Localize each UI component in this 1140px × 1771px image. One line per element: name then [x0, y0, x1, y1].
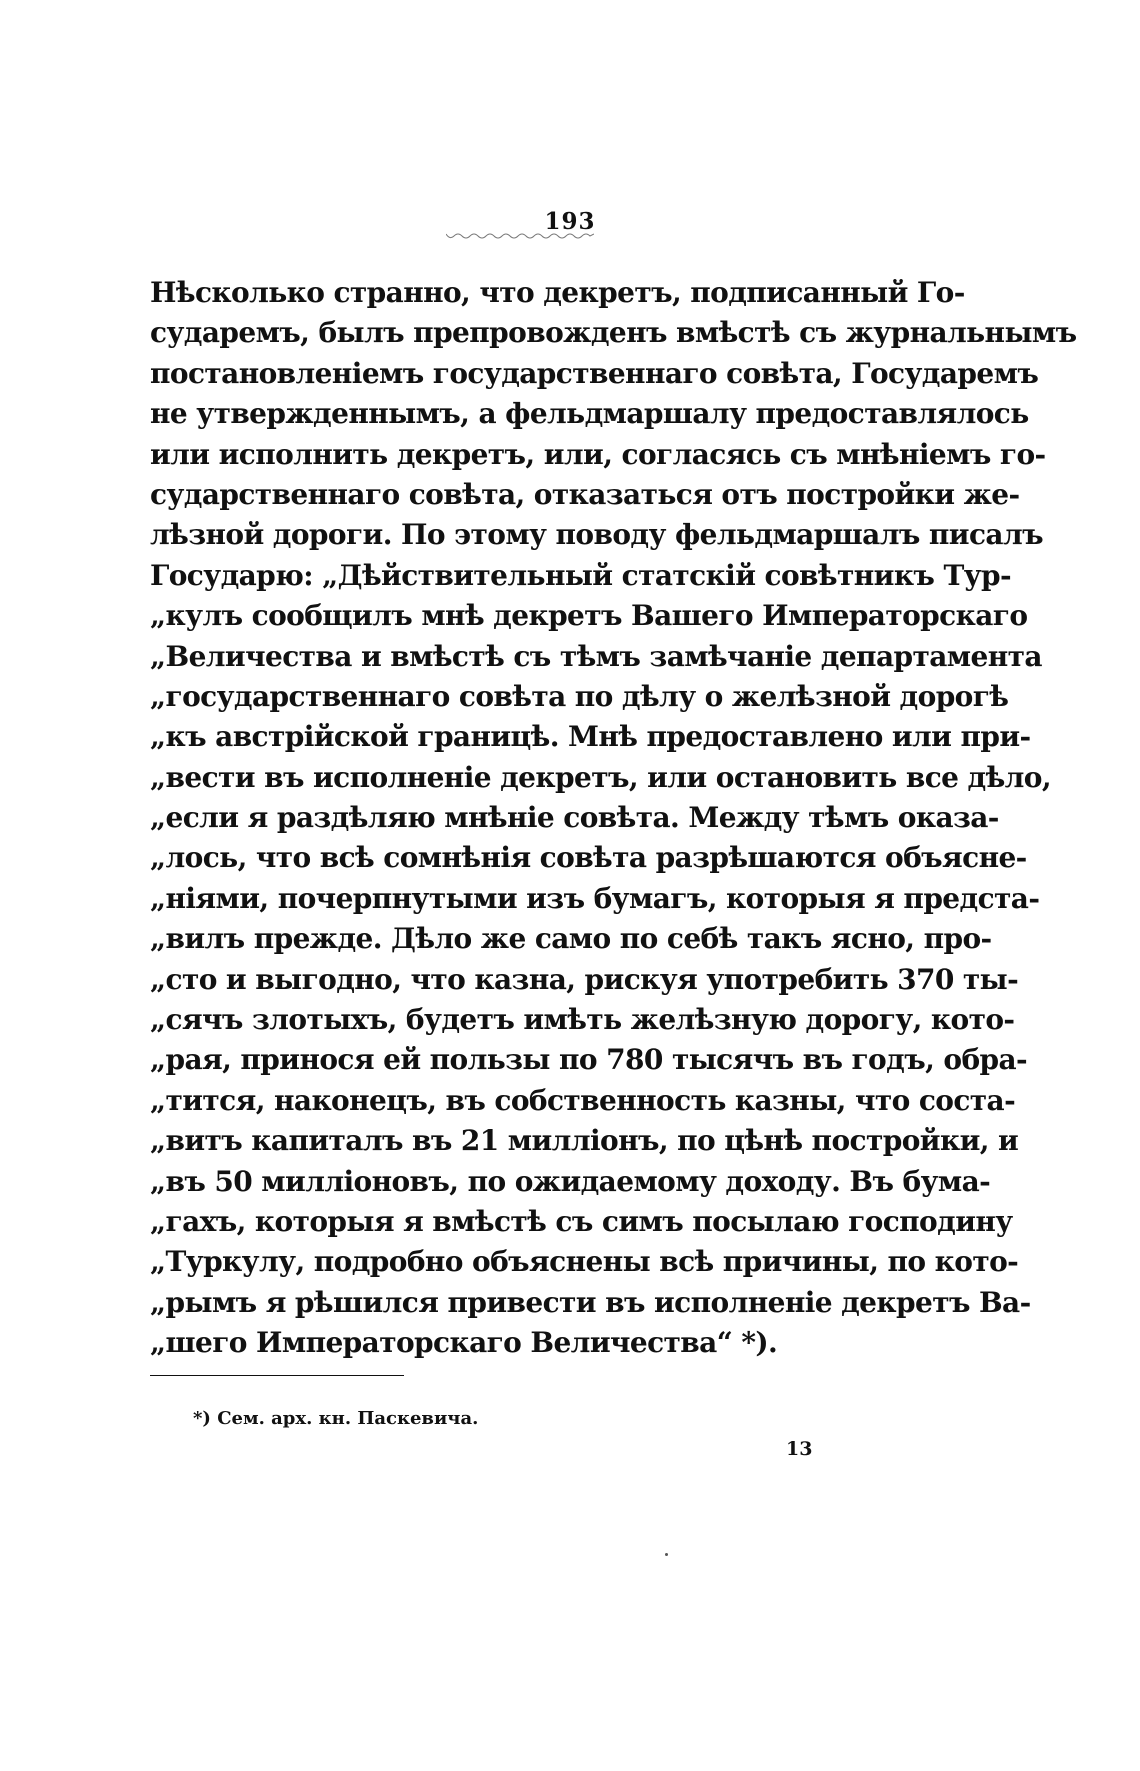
- text-line: „рымъ я рѣшился привести въ исполненіе декретъ Ва-: [150, 1285, 1031, 1319]
- text-line: „тится, наконецъ, въ собственность казны, что соста-: [150, 1083, 1016, 1117]
- text-line: сударственнаго совѣта, отказаться отъ постройки же-: [150, 477, 1020, 511]
- text-line: „лось, что всѣ сомнѣнія совѣта разрѣшаются объясне-: [150, 841, 1027, 875]
- text-line: или исполнить декретъ, или, согласясь съ мнѣніемъ го-: [150, 437, 1046, 471]
- text-line: „рая, принося ей пользы по 780 тысячъ въ годъ, обра-: [150, 1043, 1028, 1077]
- main-text: [150, 273, 1077, 1364]
- footnote: *) Сем. арх. кн. Паскевича.: [193, 1408, 479, 1429]
- text-line: не утвержденнымъ, а фельдмаршалу предоставлялось: [150, 397, 1029, 431]
- signature-mark: 13: [786, 1438, 813, 1460]
- text-line: Государю: „Дѣйствительный статскій совѣтникъ Тур-: [150, 558, 1012, 592]
- text-line: „Величества и вмѣстѣ съ тѣмъ замѣчаніе департамента: [150, 639, 1042, 673]
- text-line-last: „шего Императорскаго Величества“ *).: [150, 1326, 778, 1360]
- text-line: „сячъ злотыхъ, будетъ имѣть желѣзную дорогу, кото-: [150, 1003, 1015, 1037]
- text-line: „гахъ, которыя я вмѣстѣ съ симъ посылаю господину: [150, 1204, 1013, 1238]
- text-line: „вилъ прежде. Дѣло же само по себѣ такъ ясно, про-: [150, 922, 992, 956]
- paper-speck: [665, 1553, 668, 1556]
- text-line: „если я раздѣляю мнѣніе совѣта. Между тѣмъ оказа-: [150, 801, 999, 835]
- text-line: „государственнаго совѣта по дѣлу о желѣзной дорогѣ: [150, 679, 1009, 713]
- text-line: Нѣсколько странно, что декретъ, подписанный Го-: [150, 276, 965, 309]
- text-line: „ніями, почерпнутыми изъ бумагъ, которыя я предста-: [150, 881, 1040, 915]
- text-line: постановленіемъ государственнаго совѣта, Государемъ: [150, 356, 1039, 390]
- text-line: „кулъ сообщилъ мнѣ декретъ Вашего Императорскаго: [150, 599, 1028, 633]
- text-line: „витъ капиталъ въ 21 милліонъ, по цѣнѣ постройки, и: [150, 1124, 1019, 1158]
- header-ornament: [446, 232, 594, 242]
- text-line: „къ австрійской границѣ. Мнѣ предоставлено или при-: [150, 720, 1031, 754]
- text-line: „Туркулу, подробно объяснены всѣ причины, по кото-: [150, 1245, 1019, 1279]
- text-line: лѣзной дороги. По этому поводу фельдмаршалъ писалъ: [150, 518, 1043, 552]
- text-line: сударемъ, былъ препровожденъ вмѣстѣ съ журнальнымъ: [150, 316, 1077, 350]
- text-line: „вести въ исполненіе декретъ, или остановить все дѣло,: [150, 760, 1052, 794]
- text-line: „въ 50 милліоновъ, по ожидаемому доходу. Въ бума-: [150, 1164, 991, 1198]
- page-number: 193: [544, 208, 596, 235]
- footnote-divider: [150, 1375, 404, 1376]
- text-line: „сто и выгодно, что казна, рискуя употребить 370 ты-: [150, 962, 1019, 996]
